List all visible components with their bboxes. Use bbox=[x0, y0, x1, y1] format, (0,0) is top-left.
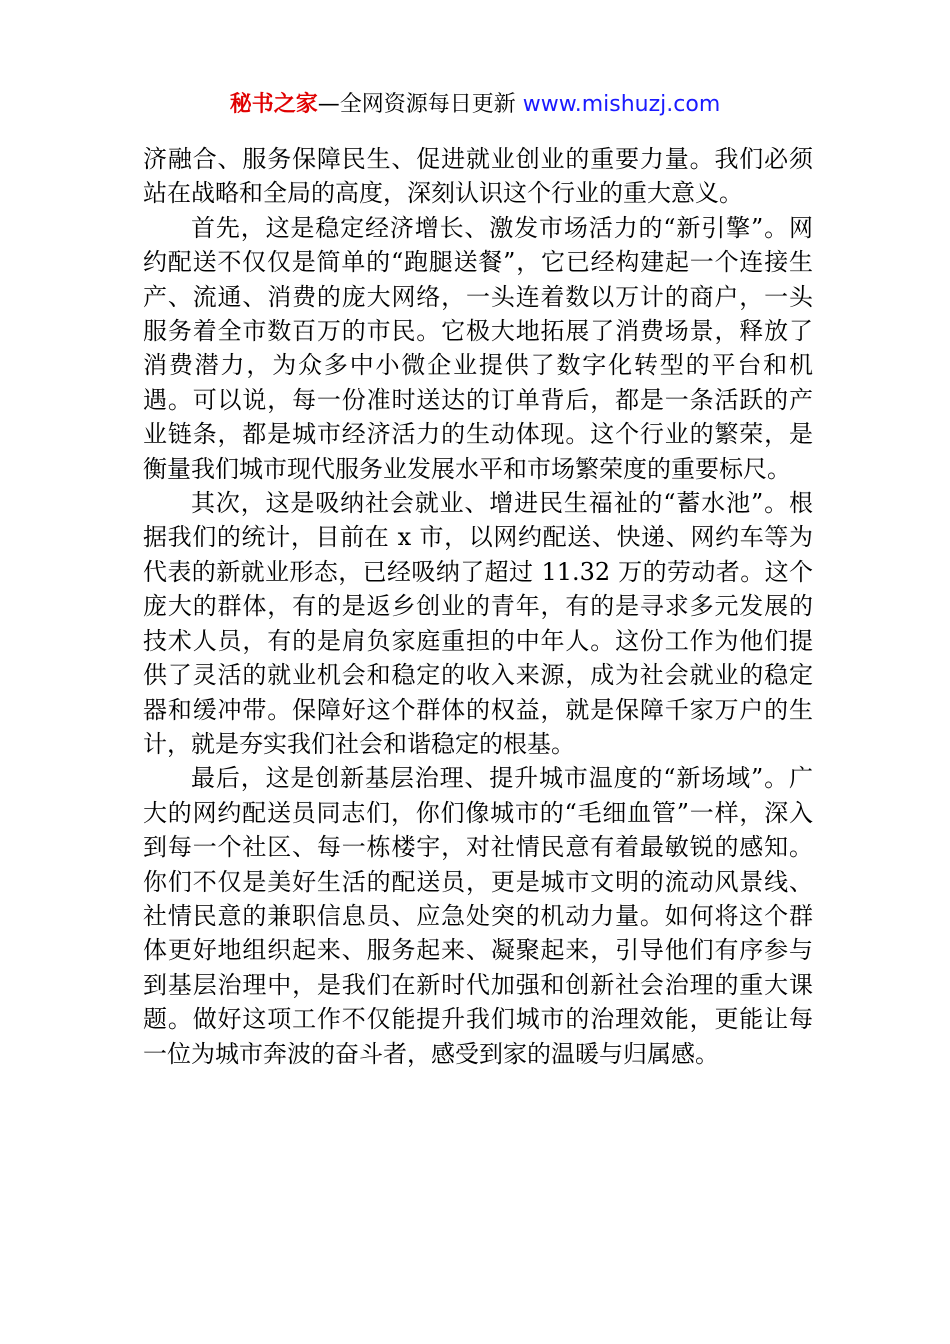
brand-name: 秘书之家 bbox=[229, 92, 318, 117]
paragraph-second-point: 其次，这是吸纳社会就业、增进民生福祉的“蓄水池”。根据我们的统计，目前在 x 市，以网约配送、快递、网约车等为代表的新就业形态，已经吸纳了超过 11.32 万的劳动者。这个庞大的群体，有的是返乡创业的青年，有的是寻求多元发展的技术人员，有的是肩负家庭重担的中年人。这份工作为他们提供了灵活的就业机会和稳定的收入来源，成为社会就业的稳定器和缓冲带。保障好这个群体的权益，就是保障千家万户的生计，就是夯实我们社会和谐稳定的根基。 bbox=[143, 489, 813, 758]
document-body bbox=[143, 142, 813, 1071]
page-header bbox=[0, 88, 950, 122]
paragraph-first-point: 首先，这是稳定经济增长、激发市场活力的“新引擎”。网约配送不仅仅是简单的“跑腿送餐”，它已经构建起一个连接生产、流通、消费的庞大网络，一头连着数以万计的商户，一头服务着全市数百万的市民。它极大地拓展了消费场景，释放了消费潜力，为众多中小微企业提供了数字化转型的平台和机遇。可以说，每一份准时送达的订单背后，都是一条活跃的产业链条，都是城市经济活力的生动体现。这个行业的繁荣，是衡量我们城市现代服务业发展水平和市场繁荣度的重要标尺。 bbox=[143, 213, 813, 483]
paragraph-third-point: 最后，这是创新基层治理、提升城市温度的“新场域”。广大的网约配送员同志们，你们像城市的“毛细血管”一样，深入到每一个社区、每一栋楼宇，对社情民意有着最敏锐的感知。你们不仅是美好生活的配送员，更是城市文明的流动风景线、社情民意的兼职信息员、应急处突的机动力量。如何将这个群体更好地组织起来、服务起来、凝聚起来，引导他们有序参与到基层治理中，是我们在新时代加强和创新社会治理的重大课题。做好这项工作不仅能提升我们城市的治理效能，更能让每一位为城市奔波的奋斗者，感受到家的温暖与归属感。 bbox=[143, 764, 813, 1068]
website-link[interactable]: www.mishuzj.com bbox=[522, 92, 721, 117]
paragraph-continued: 济融合、服务保障民生、促进就业创业的重要力量。我们必须站在战略和全局的高度，深刻认识这个行业的重大意义。 bbox=[143, 145, 813, 208]
header-tagline: —全网资源每日更新 bbox=[317, 92, 523, 117]
